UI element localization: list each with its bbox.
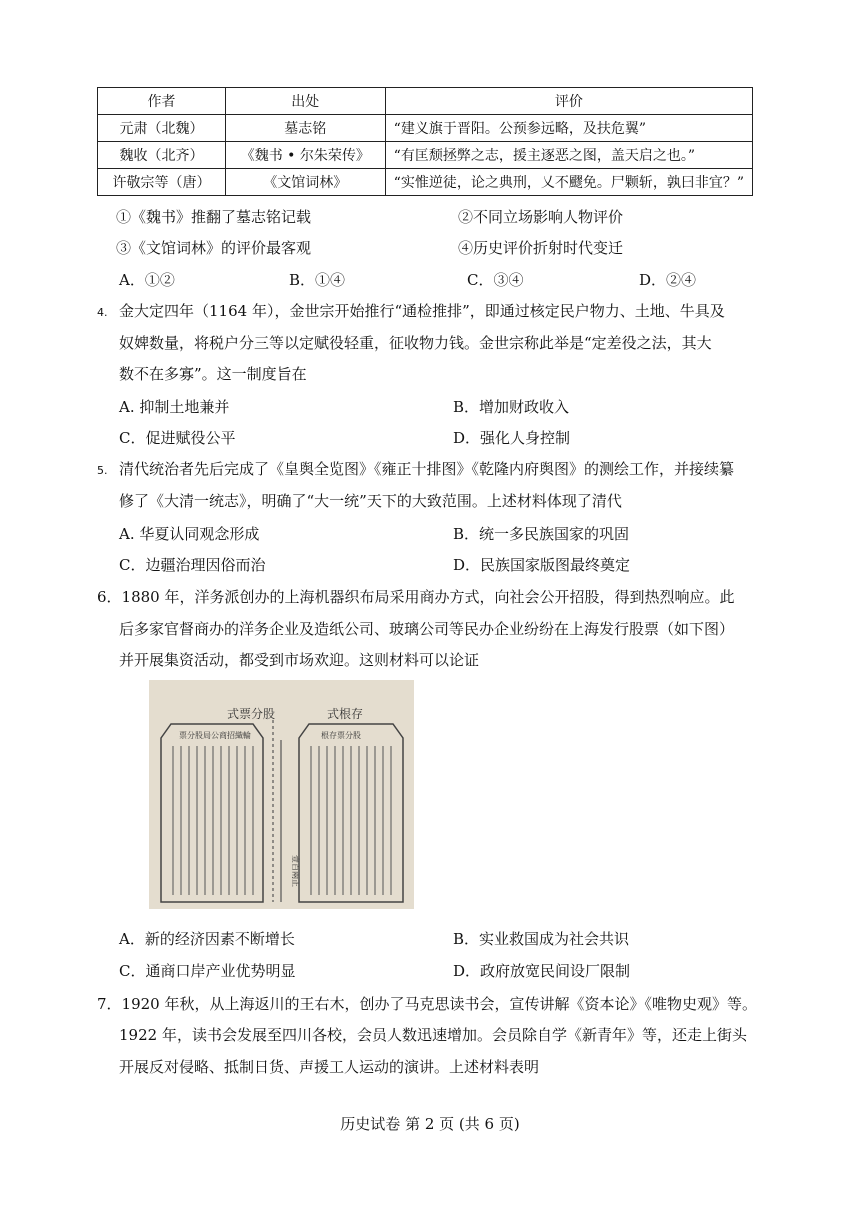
page-footer: 历史试卷 第 2 页 (共 6 页)	[340, 1115, 520, 1133]
q6-option-b[interactable]: B．实业救国成为社会共识	[453, 930, 630, 948]
table-header-author: 作者	[98, 88, 226, 115]
table-cell: “实惟逆徒，论之典刑，乂不飂免。尸颗斩，孰曰非宜？”	[385, 169, 752, 196]
statement-2: ②不同立场影响人物评价	[458, 208, 624, 226]
table-row	[98, 169, 753, 196]
statement-3: ③《文馆词林》的评价最客观	[116, 239, 312, 257]
q4-option-b[interactable]: B．增加财政收入	[453, 398, 570, 416]
table-cell: 《魏书 • 尔朱荣传》	[225, 142, 385, 169]
table-row	[98, 142, 753, 169]
q4-stem-line: 奴婢数量，将税户分三等以定赋役轻重，征收物力钱。金世宗称此举是“定差役之法，其大	[119, 334, 712, 352]
q5-option-a[interactable]: A. 华夏认同观念形成	[119, 525, 260, 543]
q3-option-b[interactable]: B．①④	[289, 271, 346, 289]
q3-option-a[interactable]: A．①②	[119, 271, 175, 289]
right-certificate-subtitle: 根存票分股	[321, 731, 361, 740]
q7-stem-line: 1922 年，读书会发展至四川各校，会员人数迅速增加。会员除自学《新青年》等，还走上街头	[119, 1026, 747, 1044]
table-cell: 《文馆词林》	[225, 169, 385, 196]
q7-stem-line: 7．1920 年秋，从上海返川的王右木，创办了马克思读书会，宣传讲解《资本论》《唯物史观》等。	[97, 995, 757, 1013]
table-cell: 许敬宗等（唐）	[98, 169, 226, 196]
table-cell: “有匡颓拯弊之志，援主逐恶之图，盖天启之也。”	[385, 142, 752, 169]
q5-option-b[interactable]: B．统一多民族国家的巩固	[453, 525, 630, 543]
table-row	[98, 115, 753, 142]
q5-stem-line: 修了《大清一统志》，明确了“大一统”天下的大致范围。上述材料体现了清代	[119, 492, 622, 510]
q6-stem-line: 后多家官督商办的洋务企业及造纸公司、玻璃公司等民办企业纷纷在上海发行股票（如下图）	[119, 620, 735, 638]
q4-option-a[interactable]: A. 抑制土地兼并	[119, 398, 230, 416]
stamp-text: 壹百兩正	[291, 855, 300, 887]
statement-1: ①《魏书》推翻了墓志铭记载	[116, 208, 312, 226]
right-certificate-title: 式根存	[327, 707, 364, 721]
q5-option-d[interactable]: D．民族国家版图最终奠定	[453, 556, 631, 574]
q7-stem-line: 开展反对侵略、抵制日货、声援工人运动的演讲。上述材料表明	[119, 1058, 540, 1076]
table-cell: 墓志铭	[225, 115, 385, 142]
table-header-row	[98, 88, 753, 115]
question-number: 5.	[97, 464, 108, 477]
q4-option-c[interactable]: C．促进赋役公平	[119, 429, 236, 447]
table-header-evaluation: 评价	[385, 88, 752, 115]
q6-option-d[interactable]: D．政府放宽民间设厂限制	[453, 962, 631, 980]
q6-stem-line: 6．1880 年，洋务派创办的上海机器织布局采用商办方式，向社会公开招股，得到热烈响应。此	[97, 588, 735, 606]
q6-option-c[interactable]: C．通商口岸产业优势明显	[119, 962, 296, 980]
q4-stem-line: 数不在多寡”。这一制度旨在	[119, 365, 307, 383]
statement-4: ④历史评价折射时代变迁	[458, 239, 624, 257]
left-certificate-subtitle: 票分股局公商招織輪	[179, 731, 251, 740]
stock-certificate-image	[149, 680, 414, 909]
q6-option-a[interactable]: A．新的经济因素不断增长	[119, 930, 295, 948]
q6-stem-line: 并开展集资活动，都受到市场欢迎。这则材料可以论证	[119, 651, 480, 669]
q3-option-d[interactable]: D．②④	[639, 271, 697, 289]
left-certificate-title: 式票分股	[227, 707, 276, 721]
table-header-source: 出处	[225, 88, 385, 115]
table-cell: 元肃（北魏）	[98, 115, 226, 142]
table-cell: 魏收（北齐）	[98, 142, 226, 169]
stock-certificate-drawing	[149, 680, 414, 909]
q4-stem-line: 金大定四年（1164 年），金世宗开始推行“通检推排”，即通过核定民户物力、土地、牛具及	[119, 302, 725, 320]
question-number: 4.	[97, 306, 108, 319]
q4-option-d[interactable]: D．强化人身控制	[453, 429, 571, 447]
table-cell: “建义旗于晋阳。公预参远略，及扶危翼”	[385, 115, 752, 142]
q5-stem-line: 清代统治者先后完成了《皇舆全览图》《雍正十排图》《乾隆内府舆图》的测绘工作，并接续纂	[119, 460, 735, 478]
evaluation-table	[97, 87, 753, 196]
q3-option-c[interactable]: C．③④	[467, 271, 524, 289]
q5-option-c[interactable]: C．边疆治理因俗而治	[119, 556, 266, 574]
